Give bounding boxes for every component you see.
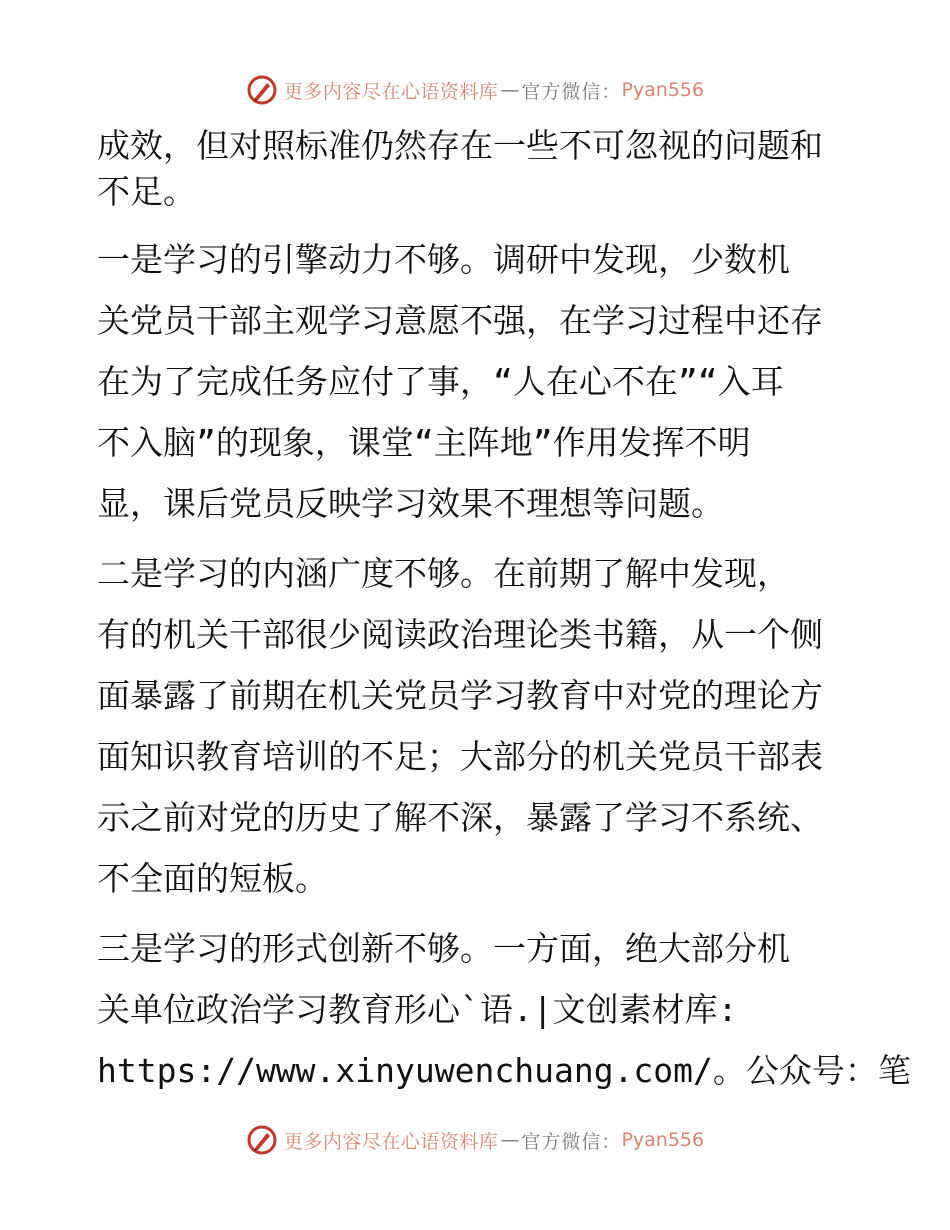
footer-banner-inner [246,1124,704,1156]
pen-logo-icon [246,74,278,106]
text-line: 一是学习的引擎动力不够。调研中发现，少数机 [97,240,790,279]
text-line: 显，课后党员反映学习效果不理想等问题。 [97,484,724,523]
document-body [97,123,911,1118]
paragraph-4 [97,926,911,1094]
paragraph-2 [97,237,857,527]
footer-slogan: 更多内容尽在心语资料库 [283,1130,499,1153]
text-line: 面暴露了前期在机关党员学习教育中对党的理论方 [97,676,823,715]
header-separator: — [500,79,520,101]
paragraph-3 [97,551,857,902]
header-wechat-label: 官方微信： [521,80,622,103]
header-wechat-id: Pyan556 [621,79,705,101]
paragraph-1 [97,123,857,215]
footer-wechat-id: Pyan556 [621,1129,705,1151]
text-line: 不足。 [97,172,196,211]
text-line: 面知识教育培训的不足；大部分的机关党员干部表 [97,737,823,776]
text-line: 三是学习的形式创新不够。一方面，绝大部分机 [97,929,790,968]
pen-logo-icon [246,1124,278,1156]
text-line: 不入脑”的现象，课堂“主阵地”作用发挥不明 [97,423,751,462]
text-line: 不全面的短板。 [97,859,328,898]
footer-wechat-label: 官方微信： [521,1130,622,1153]
header-banner [0,70,950,110]
footer-banner [0,1120,950,1160]
text-line: 二是学习的内涵广度不够。在前期了解中发现， [97,554,790,593]
text-line: 有的机关干部很少阅读政治理论类书籍，从一个侧 [97,615,823,654]
header-banner-inner [246,74,704,106]
text-line: 关单位政治学习教育形心`语.|文创素材库: [97,990,738,1029]
text-line: 关党员干部主观学习意愿不强，在学习过程中还存 [97,301,823,340]
text-line: 成效，但对照标准仍然存在一些不可忽视的问题和 [97,126,823,165]
footer-separator: — [500,1129,520,1151]
header-slogan: 更多内容尽在心语资料库 [283,80,499,103]
text-line: 示之前对党的历史了解不深，暴露了学习不系统、 [97,798,823,837]
text-line: 在为了完成任务应付了事，“人在心不在”“入耳 [97,362,784,401]
text-line: https://www.xinyuwenchuang.com/。公众号：笔 [97,1051,911,1090]
